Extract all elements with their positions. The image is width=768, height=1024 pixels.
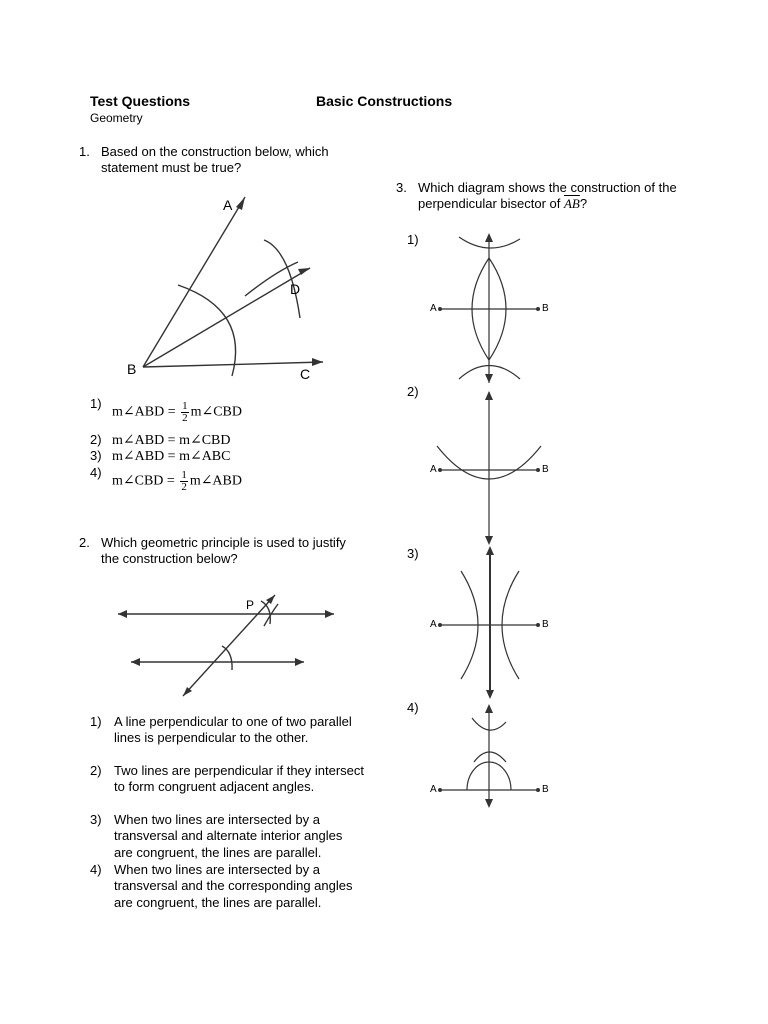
q1-option-2-number: 2): [90, 432, 102, 447]
q3-c4-label-b: B: [542, 784, 549, 795]
expr-right: m∠CBD: [190, 404, 242, 420]
label-b: B: [127, 361, 137, 377]
q3-choice-4-number[interactable]: 4): [407, 700, 419, 715]
choice-1-diagram: [440, 235, 538, 383]
q1-option-3-text: m∠ABD = m∠ABC: [112, 449, 231, 464]
q2-option-2-text: Two lines are perpendicular if they intersect to form congruent adjacent angles.: [114, 763, 365, 795]
label-a: A: [223, 197, 233, 213]
q3-c4-label-a: A: [430, 784, 437, 795]
choice-4-diagram: [440, 706, 538, 806]
question-2-number: 2.: [79, 535, 90, 550]
header-left-title: Test Questions: [90, 93, 191, 109]
fraction-denominator: 2: [181, 481, 187, 493]
header-subtitle: Geometry: [90, 111, 143, 125]
q3-c3-label-b: B: [542, 619, 549, 630]
q2-option-4-number: 4): [90, 862, 102, 877]
q1-option-4-number: 4): [90, 465, 102, 480]
expr-left: m∠CBD: [112, 473, 164, 489]
q3-choice-3-number[interactable]: 3): [407, 546, 419, 561]
segment-ab: $\overline{AB}$: [563, 196, 580, 211]
q3-choice-2-number[interactable]: 2): [407, 384, 419, 399]
fraction-numerator: 1: [181, 469, 187, 481]
q3-c3-label-a: A: [430, 619, 437, 630]
q1-option-2-text: m∠ABD = m∠CBD: [112, 433, 231, 448]
q3-choice-1-number[interactable]: 1): [407, 232, 419, 247]
q1-option-3-number: 3): [90, 448, 102, 463]
expr-eq: =: [166, 473, 175, 489]
choice-3-diagram: [440, 548, 538, 697]
q3-c1-label-a: A: [430, 303, 437, 314]
question-1-number: 1.: [79, 144, 90, 159]
q2-option-1-number: 1): [90, 714, 102, 729]
question-2-text: Which geometric principle is used to justify the construction below?: [101, 535, 346, 566]
q3-c2-label-b: B: [542, 464, 549, 475]
label-c: C: [300, 366, 311, 382]
q2-option-2-number: 2): [90, 763, 102, 778]
q3-c2-label-a: A: [430, 464, 437, 475]
expr-eq: =: [167, 404, 176, 420]
q2-option-3-number: 3): [90, 812, 102, 827]
question-3-text-after: ?: [579, 196, 588, 211]
label-d: D: [290, 281, 301, 297]
q2-option-4-text: When two lines are intersected by a transversal and the corresponding angles are congruent, the lines are parallel.: [114, 862, 353, 910]
question-1-text: Based on the construction below, which statement must be true?: [101, 144, 329, 175]
question-3-number: 3.: [396, 180, 407, 195]
q3-c1-label-b: B: [542, 303, 549, 314]
choice-2-diagram: [437, 392, 541, 543]
header-right-title: Basic Constructions: [316, 93, 453, 109]
expr-right: m∠ABD: [189, 473, 242, 489]
label-p: P: [246, 598, 255, 612]
fraction-numerator: 1: [182, 400, 188, 412]
question-3-text-before: Which diagram shows the construction of the perpendicular bisector of: [418, 180, 677, 211]
q2-option-1-text: A line perpendicular to one of two parallel lines is perpendicular to the other.: [114, 714, 352, 746]
fraction-denominator: 2: [182, 412, 188, 424]
q2-option-3-text: When two lines are intersected by a transversal and alternate interior angles are congruent, the lines are parallel.: [114, 812, 343, 860]
q1-option-1-number: 1): [90, 396, 102, 411]
expr-left: m∠ABD: [112, 404, 165, 420]
